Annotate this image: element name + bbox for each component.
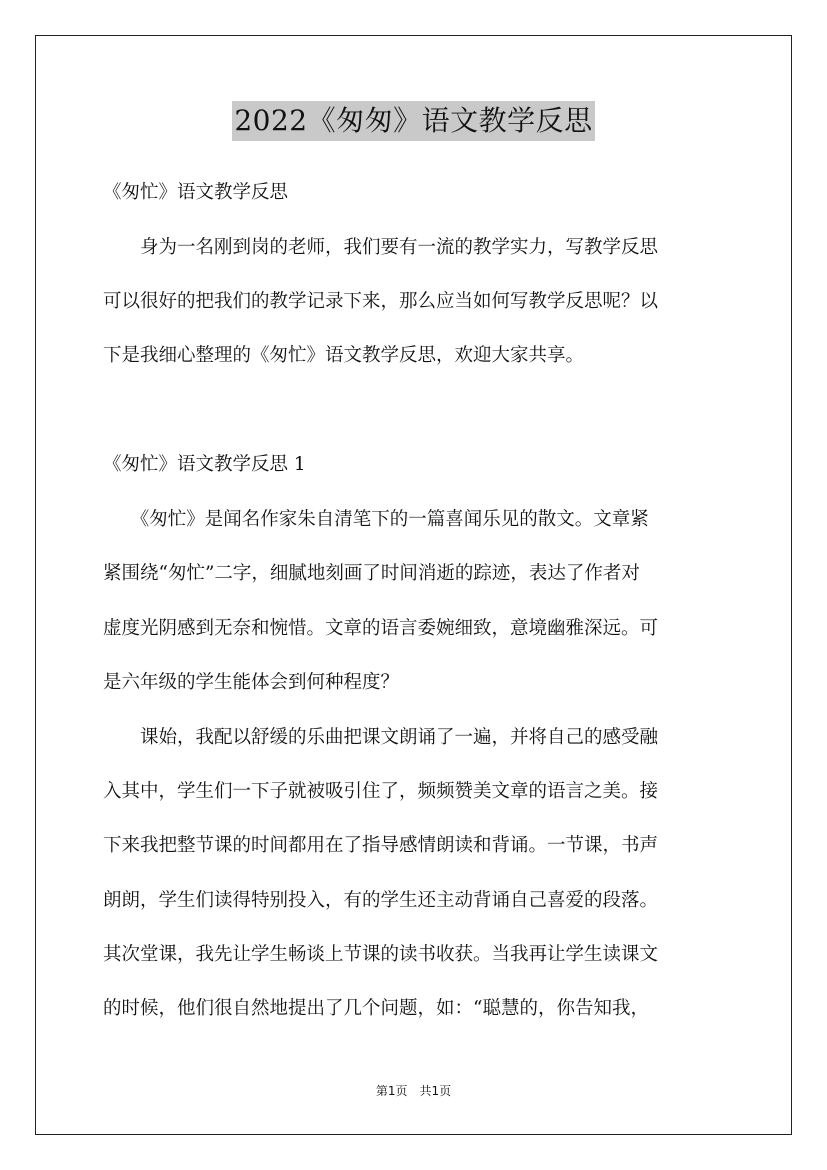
paragraph-line: 可以很好的把我们的教学记录下来，那么应当如何写教学反思呢？以 — [103, 291, 659, 312]
title-wrap — [0, 101, 827, 141]
section-heading-1: 《匆忙》语文教学反思 1 — [103, 454, 306, 475]
paragraph-line: 《匆忙》是闻名作家朱自清笔下的一篇喜闻乐见的散文。文章紧 — [103, 509, 649, 530]
paragraph-line: 下是我细心整理的《匆忙》语文教学反思，欢迎大家共享。 — [103, 345, 585, 366]
paragraph-line: 入其中，学生们一下子就被吸引住了，频频赞美文章的语言之美。接 — [103, 781, 659, 802]
paragraph-line: 身为一名刚到岗的老师，我们要有一流的教学实力，写教学反思 — [103, 237, 659, 258]
paragraph-line: 的时候，他们很自然地提出了几个问题，如：“聪慧的，你告知我， — [103, 998, 649, 1019]
paragraph-line: 下来我把整节课的时间都用在了指导感情朗读和背诵。一节课，书声 — [103, 835, 659, 856]
paragraph-line: 朗朗，学生们读得特别投入，有的学生还主动背诵自己喜爱的段落。 — [103, 890, 659, 911]
document-title: 2022《匆匆》语文教学反思 — [232, 101, 594, 141]
paragraph-line: 紧围绕“匆忙”二字，细腻地刻画了时间消逝的踪迹，表达了作者对 — [103, 563, 640, 584]
page-footer: 第1页 共1页 — [375, 1084, 452, 1098]
paragraph-line: 其次堂课，我先让学生畅谈上节课的读书收获。当我再让学生读课文 — [103, 944, 659, 965]
section-heading-intro: 《匆忙》语文教学反思 — [103, 182, 289, 203]
paragraph-line: 课始，我配以舒缓的乐曲把课文朗诵了一遍，并将自己的感受融 — [103, 727, 659, 748]
paragraph-line: 是六年级的学生能体会到何种程度？ — [103, 672, 400, 693]
paragraph-line: 虚度光阴感到无奈和惋惜。文章的语言委婉细致，意境幽雅深远。可 — [103, 618, 659, 639]
